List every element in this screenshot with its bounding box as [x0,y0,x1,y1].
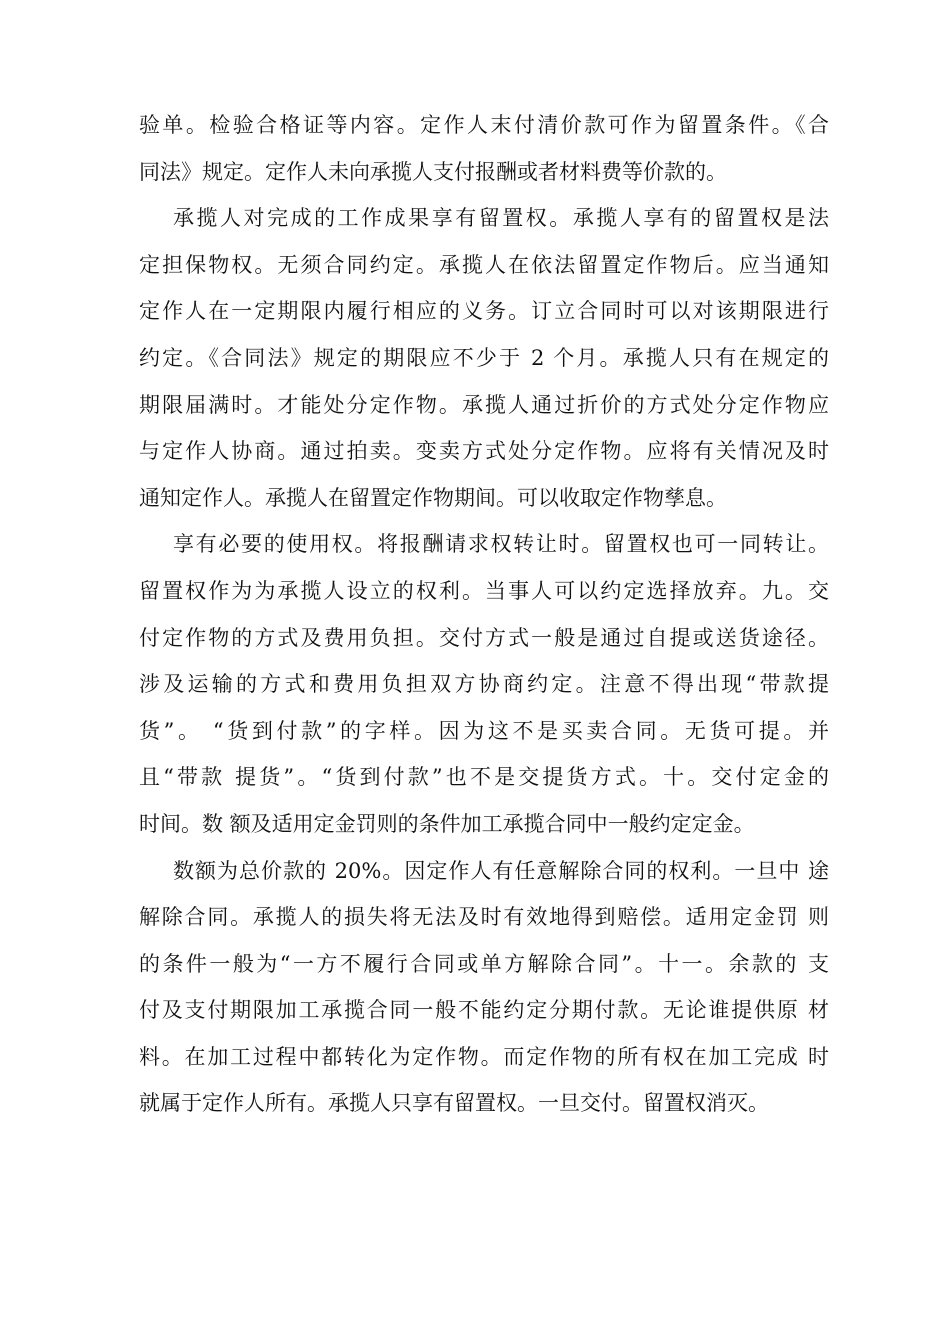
text-line: 时间。数 额及适用定金罚则的条件加工承揽合同中一般约定定金。 [139,811,755,836]
text-line: 货”。 “货到付款”的字样。因为这不是买卖合同。无货可提。并 [139,718,829,743]
body-text [139,102,829,1127]
text-line: 涉及运输的方式和费用负担双方协商约定。注意不得出现“带款提 [139,672,829,697]
text-line: 料。在加工过程中都转化为定作物。而定作物的所有权在加工完成 时 [139,1044,829,1069]
text-line: 付定作物的方式及费用负担。交付方式一般是通过自提或送货途径。 [139,625,829,650]
text-line: 与定作人协商。通过拍卖。变卖方式处分定作物。应将有关情况及时 [139,439,829,464]
text-line: 约定。《合同法》规定的期限应不少于 2 个月。承揽人只有在规定的 [139,345,829,370]
text-line: 定作人在一定期限内履行相应的义务。订立合同时可以对该期限进行 [139,299,829,324]
text-line: 承揽人对完成的工作成果享有留置权。承揽人享有的留置权是法 [173,206,829,231]
text-line: 数额为总价款的 20%。因定作人有任意解除合同的权利。一旦中 途 [173,858,829,883]
text-line: 付及支付期限加工承揽合同一般不能约定分期付款。无论谁提供原 材 [139,998,829,1023]
text-line: 解除合同。承揽人的损失将无法及时有效地得到赔偿。适用定金罚 则 [139,905,829,930]
text-line: 且“带款 提货”。“货到付款”也不是交提货方式。十。交付定金的 [139,765,829,790]
text-line: 享有必要的使用权。将报酬请求权转让时。留置权也可一同转让。 [173,532,829,557]
text-line: 通知定作人。承揽人在留置定作物期间。可以收取定作物孳息。 [139,485,727,510]
text-line: 就属于定作人所有。承揽人只享有留置权。一旦交付。留置权消灭。 [139,1091,769,1116]
text-line: 验单。检验合格证等内容。定作人末付清价款可作为留置条件。《合 [139,113,829,137]
text-line: 期限届满时。才能处分定作物。承揽人通过折价的方式处分定作物应 [139,392,829,417]
text-line: 定担保物权。无须合同约定。承揽人在依法留置定作物后。应当通知 [139,252,829,277]
text-line: 留置权作为为承揽人设立的权利。当事人可以约定选择放弃。九。交 [139,578,829,603]
text-line: 的条件一般为“一方不履行合同或单方解除合同”。十一。余款的 支 [139,951,829,976]
text-line: 同法》规定。定作人未向承揽人支付报酬或者材料费等价款的。 [139,159,727,184]
